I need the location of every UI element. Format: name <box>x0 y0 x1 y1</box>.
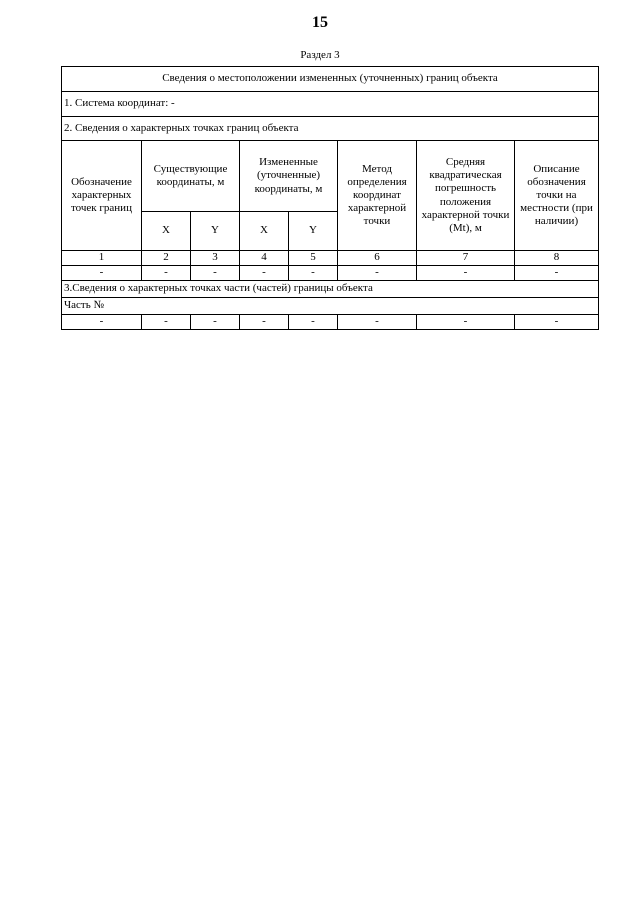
table-cell: - <box>338 266 417 281</box>
table-cell: - <box>62 266 142 281</box>
table-cell: - <box>142 266 191 281</box>
table-cell: - <box>515 266 599 281</box>
header-changed-y: Y <box>289 212 338 251</box>
column-number: 7 <box>417 251 515 266</box>
column-number-row <box>62 251 599 266</box>
table-cell: - <box>289 266 338 281</box>
table-cell: - <box>417 266 515 281</box>
column-number: 4 <box>240 251 289 266</box>
column-number: 2 <box>142 251 191 266</box>
boundary-points-heading: 2. Сведения о характерных точках границ объекта <box>62 117 599 141</box>
header-changed-x: X <box>240 212 289 251</box>
column-number: 1 <box>62 251 142 266</box>
table-cell: - <box>240 266 289 281</box>
part-number-row: Часть № <box>62 298 599 315</box>
table-cell: - <box>191 266 240 281</box>
header-description: Описание обозначения точки на местности (при наличии) <box>515 141 599 251</box>
header-mean-error: Средняя квадратическая погрешность положения характерной точки (Mt), м <box>417 141 515 251</box>
table-title: Сведения о местоположении измененных (уточненных) границ объекта <box>62 67 599 92</box>
boundary-table <box>61 66 599 330</box>
header-changed-coordinates: Измененные (уточненные) координаты, м <box>240 141 338 212</box>
table-cell: - <box>289 315 338 330</box>
header-designation: Обозначение характерных точек границ <box>62 141 142 251</box>
header-existing-coordinates: Существующие координаты, м <box>142 141 240 212</box>
column-number: 5 <box>289 251 338 266</box>
column-number: 8 <box>515 251 599 266</box>
header-method: Метод определения координат характерной точки <box>338 141 417 251</box>
table-cell: - <box>240 315 289 330</box>
table-row <box>62 315 599 330</box>
table-cell: - <box>142 315 191 330</box>
coordinate-system-row: 1. Система координат: - <box>62 92 599 117</box>
column-number: 3 <box>191 251 240 266</box>
table-row <box>62 266 599 281</box>
table-cell: - <box>62 315 142 330</box>
column-number: 6 <box>338 251 417 266</box>
header-existing-x: X <box>142 212 191 251</box>
header-existing-y: Y <box>191 212 240 251</box>
table-cell: - <box>417 315 515 330</box>
part-points-heading: 3.Сведения о характерных точках части (частей) границы объекта <box>62 281 599 298</box>
table-cell: - <box>338 315 417 330</box>
page-number: 15 <box>312 14 328 31</box>
section-label: Раздел 3 <box>300 49 340 61</box>
table-cell: - <box>191 315 240 330</box>
table-cell: - <box>515 315 599 330</box>
